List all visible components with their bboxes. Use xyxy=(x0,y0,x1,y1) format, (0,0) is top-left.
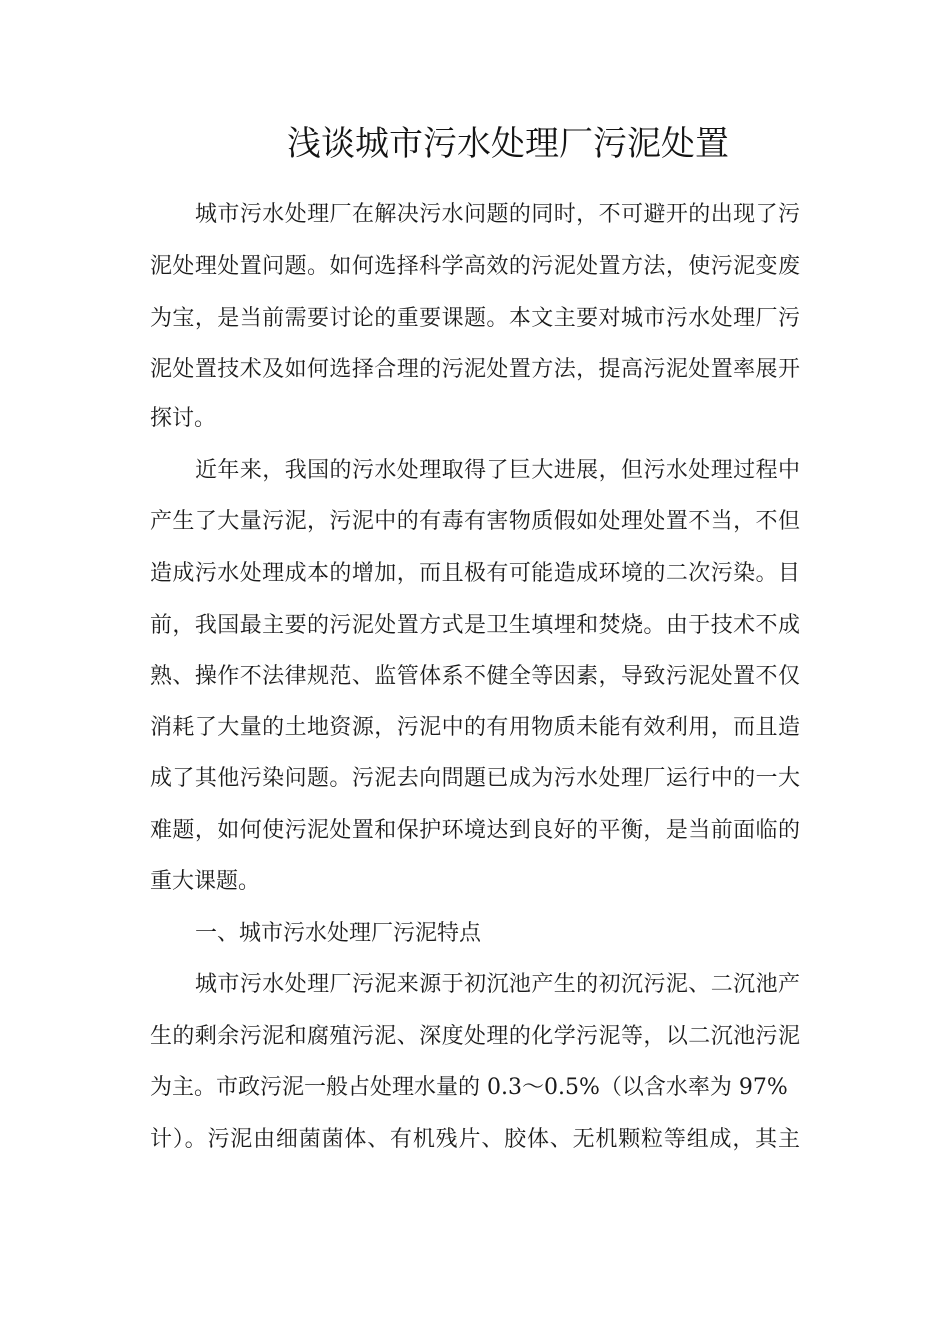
paragraph-3-line-1: 城市污水处理厂污泥来源于初沉池产生的初沉污泥、二沉池产 xyxy=(195,972,800,997)
paragraph-1-line-2: 泥处理处置问题。如何选择科学高效的污泥处置方法，使污泥变废 xyxy=(150,254,800,279)
paragraph-2-line-9: 重大课题。 xyxy=(150,869,261,894)
paragraph-2-line-4: 前，我国最主要的污泥处置方式是卫生填埋和焚烧。由于技术不成 xyxy=(150,613,800,638)
paragraph-1-line-5: 探讨。 xyxy=(150,406,217,431)
paragraph-3-line-3: 为主。市政污泥一般占处理水量的 0.3～0.5%（以含水率为 97% xyxy=(150,1075,788,1100)
paragraph-2-line-6: 消耗了大量的土地资源，污泥中的有用物质未能有效利用，而且造 xyxy=(150,715,800,740)
paragraph-2-line-1: 近年来，我国的污水处理取得了巨大进展，但污水处理过程中 xyxy=(195,458,800,483)
paragraph-2-line-3: 造成污水处理成本的增加，而且极有可能造成环境的二次污染。目 xyxy=(150,561,800,586)
paragraph-1-line-1: 城市污水处理厂在解决污水问题的同时，不可避开的出现了污 xyxy=(195,202,800,227)
paragraph-2-line-5: 熟、操作不法律规范、监管体系不健全等因素，导致污泥处置不仅 xyxy=(150,664,800,689)
paragraph-1-line-4: 泥处置技术及如何选择合理的污泥处置方法，提高污泥处置率展开 xyxy=(150,357,800,382)
paragraph-2-line-8: 难题，如何使污泥处置和保护环境达到良好的平衡，是当前面临的 xyxy=(150,818,800,843)
paragraph-3-line-4: 计）。污泥由细菌菌体、有机残片、胶体、无机颗粒等组成，其主 xyxy=(150,1127,800,1152)
paragraph-3-line-2: 生的剩余污泥和腐殖污泥、深度处理的化学污泥等，以二沉池污泥 xyxy=(150,1024,800,1049)
paragraph-2-line-7: 成了其他污染问题。污泥去向問題已成为污水处理厂运行中的一大 xyxy=(150,766,800,791)
paragraph-2-line-2: 产生了大量污泥，污泥中的有毒有害物质假如处理处置不当，不但 xyxy=(150,509,800,534)
document-title: 浅谈城市污水处理厂污泥处置 xyxy=(287,124,729,164)
section-heading-1: 一、城市污水处理厂污泥特点 xyxy=(195,921,482,946)
paragraph-1-line-3: 为宝，是当前需要讨论的重要课题。本文主要对城市污水处理厂污 xyxy=(150,306,800,331)
